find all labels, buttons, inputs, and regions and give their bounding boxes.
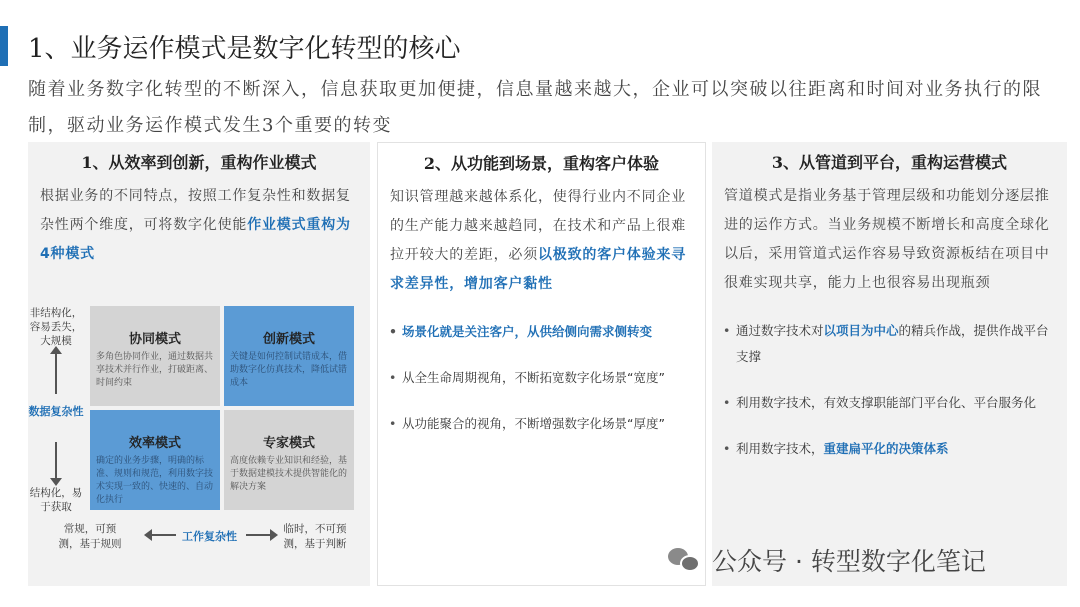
panel-operation-mode <box>28 142 370 586</box>
desc-text: 知识管理越来越体系化，使得行业内不同企业的生产能力越来越趋同，在技术和产品上很难拉开较大的差距，必须 <box>390 189 686 263</box>
wechat-icon <box>668 546 702 574</box>
item-text: 利用数字技术，有效支撑职能部门平台化、平台服务化 <box>736 395 1037 410</box>
panel-operating-model <box>712 142 1067 586</box>
panel-description <box>40 182 358 269</box>
quadrant-text: 关键是如何控制试错成本，借助数字化仿真技术，降低试错成本 <box>230 352 348 388</box>
page-title: 1、业务运作模式是数字化转型的核心 <box>28 34 461 64</box>
y-axis-line-up <box>55 352 57 394</box>
item-text: 通过数字技术对 <box>736 323 824 338</box>
quadrant-title: 效率模式 <box>128 436 181 451</box>
item-highlight: 以项目为中心 <box>823 323 899 338</box>
list-item: • 从功能聚合的视角，不断增强数字化场景“厚度” <box>386 411 699 437</box>
arrow-right-icon <box>270 529 278 541</box>
bullet-list <box>386 319 699 457</box>
quadrant-efficiency <box>90 410 220 510</box>
intro-paragraph: 随着业务数字化转型的不断深入，信息获取更加便捷，信息量越来越大，企业可以突破以往距离和时间对业务执行的限制，驱动业务运作模式发生3个重要的转变 <box>28 79 1042 136</box>
panel-description <box>390 183 693 299</box>
watermark-text: 公众号 · 转型数字化笔记 <box>712 547 986 576</box>
panel-customer-experience <box>377 142 706 586</box>
desc-highlight: 以极致的客户体验来寻求差异性，增加客户黏性 <box>390 247 686 292</box>
watermark <box>668 542 986 578</box>
quadrant-text: 高度依赖专业知识和经验，基于数据建模技术提供智能化的解决方案 <box>230 456 348 492</box>
panel-description: 管道模式是指业务基于管理层级和功能划分逐层推进的运作方式。当业务规模不断增长和高度全球化以后，采用管道式运作容易导致资源板结在项目中很难实现共享，能力上也很容易出现瓶颈 <box>724 188 1050 291</box>
quadrant-text: 多角色协同作业，通过数据共享技术并行作业，打破距离、时间约束 <box>96 352 214 388</box>
item-highlight: 重建扁平化的决策体系 <box>823 441 949 456</box>
x-axis-line-left <box>150 534 176 536</box>
item-text: 利用数字技术， <box>736 441 824 456</box>
quadrant-collaboration <box>90 306 220 406</box>
quadrant-title: 创新模式 <box>262 332 315 347</box>
quadrant-title: 专家模式 <box>262 436 315 451</box>
list-item <box>720 436 1061 462</box>
quadrant-expert <box>224 410 354 510</box>
quadrant-text: 确定的业务步骤，明确的标准、规则和规范，利用数字技术实现一致的、快速的、自动化执行 <box>96 456 214 505</box>
title-accent-bar <box>0 26 8 66</box>
x-axis-right-label: 临时，不可预测，基于判断 <box>283 523 347 550</box>
item-text-after: 的精兵作战，提供作战平台支撑 <box>736 323 1049 364</box>
arrow-down-icon <box>50 478 62 486</box>
x-axis-line-right <box>246 534 272 536</box>
y-axis-line-down <box>55 442 57 480</box>
list-item <box>720 390 1061 416</box>
desc-highlight: 作业模式重构为4种模式 <box>40 217 351 262</box>
quadrant-innovation <box>224 306 354 406</box>
quadrant-title: 协同模式 <box>128 332 181 347</box>
y-axis-bottom-label: 结构化，易于获取 <box>29 487 83 513</box>
panel-heading: 2、从功能到场景，重构客户体验 <box>423 154 660 173</box>
list-item: • 从全生命周期视角，不断拓宽数字化场景“宽度” <box>386 365 699 391</box>
x-axis-title: 工作复杂性 <box>182 530 237 543</box>
desc-text: 根据业务的不同特点，按照工作复杂性和数据复杂性两个维度，可将数字化使能 <box>40 188 351 233</box>
bullet-list <box>720 318 1061 482</box>
list-item: • 场景化就是关注客户，从供给侧向需求侧转变 <box>386 319 699 345</box>
panel-heading: 3、从管道到平台，重构运营模式 <box>771 153 1008 172</box>
panel-heading: 1、从效率到创新，重构作业模式 <box>81 153 317 172</box>
y-axis-top-label: 非结构化，容易丢失，大规模 <box>29 307 83 347</box>
y-axis-title: 数据复杂性 <box>28 405 84 418</box>
x-axis-left-label: 常规，可预测，基于规则 <box>58 523 122 550</box>
list-item <box>720 318 1061 370</box>
